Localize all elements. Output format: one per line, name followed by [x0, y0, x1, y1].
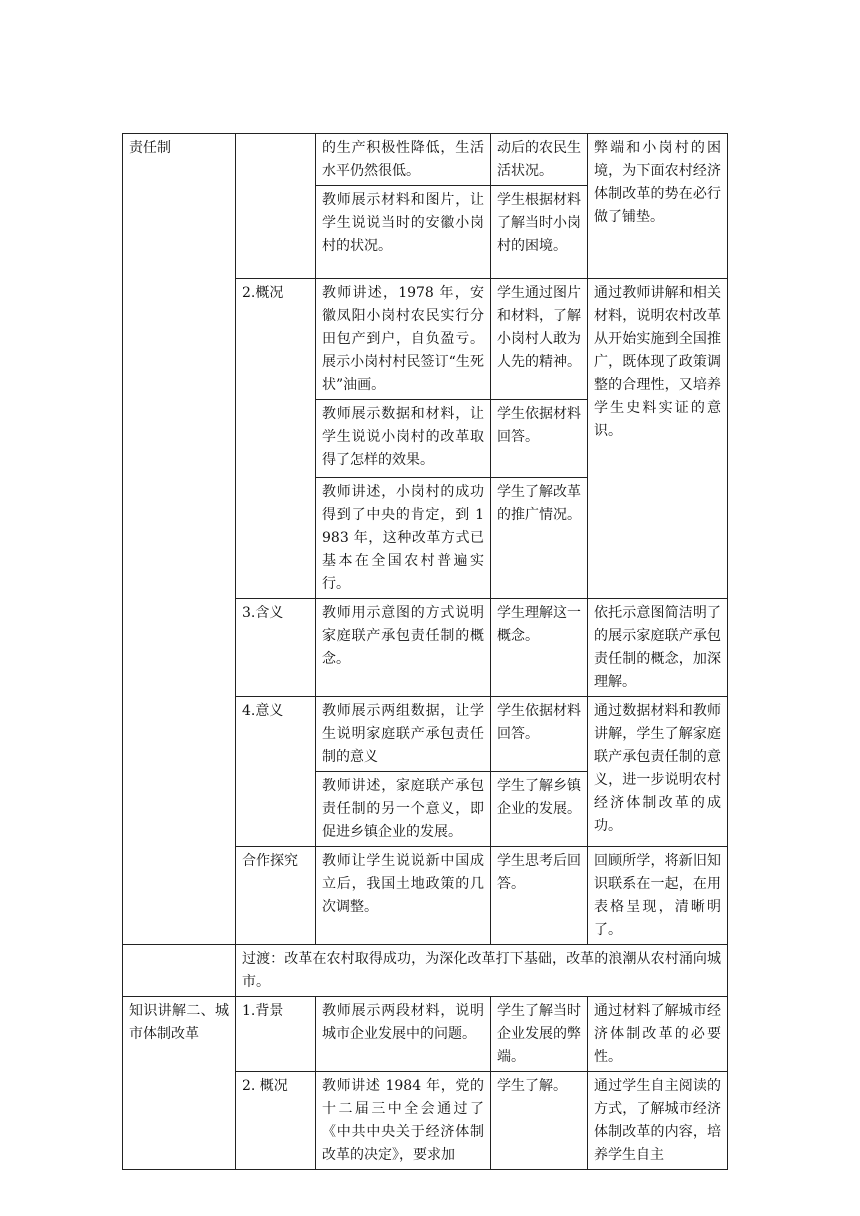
- activity-cell: 教师展示两段材料，说明城市企业发展中的问题。: [316, 997, 491, 1072]
- activity-cell: 教师讲述，1978 年，安徽凤阳小岗村农民实行分田包产到户，自负盈亏。展示小岗村村民签订“生死状”油画。: [316, 279, 491, 400]
- step-cell: 3.含义: [236, 599, 316, 697]
- activity-cell: 教师展示两组数据，让学生说明家庭联产承包责任制的意义: [316, 697, 491, 772]
- activity-cell: 教师讲述，家庭联产承包责任制的另一个意义，即促进乡镇企业的发展。: [316, 772, 491, 847]
- student-cell: 学生依据材料回答。: [491, 697, 588, 772]
- step-cell: 1.背景: [236, 997, 316, 1072]
- student-cell: 学生了解乡镇企业的发展。: [491, 772, 588, 847]
- step-cell: 2.概况: [236, 279, 316, 599]
- activity-cell: 教师讲述 1984 年，党的十二届三中全会通过了《中共中央关于经济体制改革的决定》，要求加: [316, 1072, 491, 1170]
- student-cell: 学生理解这一概念。: [491, 599, 588, 697]
- activity-cell: 教师展示数据和材料，让学生说说小岗村的改革取得了怎样的效果。: [316, 400, 491, 478]
- student-cell: 学生根据材料了解当时小岗村的困境。: [491, 186, 588, 279]
- table-row: [123, 134, 728, 186]
- student-cell: 学生了解。: [491, 1072, 588, 1170]
- student-cell: 学生了解改革的推广情况。: [491, 478, 588, 599]
- lesson-plan-table: [122, 133, 728, 1170]
- student-cell: 学生通过图片和材料，了解小岗村人敢为人先的精神。: [491, 279, 588, 400]
- student-cell: 动后的农民生活状况。: [491, 134, 588, 186]
- table-row: [123, 997, 728, 1072]
- student-cell: 学生思考后回答。: [491, 847, 588, 945]
- section-cell: 责任制: [123, 134, 236, 945]
- step-cell: 2. 概况: [236, 1072, 316, 1170]
- activity-cell: 的生产积极性降低，生活水平仍然很低。: [316, 134, 491, 186]
- step-cell: 4.意义: [236, 697, 316, 847]
- intent-cell: 依托示意图简洁明了的展示家庭联产承包责任制的概念，加深理解。: [588, 599, 728, 697]
- section-cell: 知识讲解二、城市体制改革: [123, 997, 236, 1170]
- intent-cell: 通过材料了解城市经济体制改革的必要性。: [588, 997, 728, 1072]
- student-cell: 学生了解当时企业发展的弊端。: [491, 997, 588, 1072]
- activity-cell: 教师让学生说说新中国成立后，我国土地政策的几次调整。: [316, 847, 491, 945]
- intent-cell: 通过教师讲解和相关材料，说明农村改革从开始实施到全国推广，既体现了政策调整的合理性，又培养学生史料实证的意识。: [588, 279, 728, 599]
- intent-cell: 通过学生自主阅读的方式，了解城市经济体制改革的内容，培养学生自主: [588, 1072, 728, 1170]
- activity-cell: 教师讲述，小岗村的成功得到了中央的肯定，到 1983 年，这种改革方式已基本在全国农村普遍实行。: [316, 478, 491, 599]
- step-cell: [236, 134, 316, 279]
- activity-cell: 教师展示材料和图片，让学生说说当时的安徽小岗村的状况。: [316, 186, 491, 279]
- intent-cell: 弊端和小岗村的困境，为下面农村经济体制改革的势在必行做了铺垫。: [588, 134, 728, 279]
- section-cell: [123, 945, 236, 997]
- student-cell: 学生依据材料回答。: [491, 400, 588, 478]
- step-cell: 合作探究: [236, 847, 316, 945]
- transition-cell: 过渡：改革在农村取得成功，为深化改革打下基础，改革的浪潮从农村涌向城市。: [236, 945, 728, 997]
- table-row: [123, 945, 728, 997]
- intent-cell: 回顾所学，将新旧知识联系在一起，在用表格呈现，清晰明了。: [588, 847, 728, 945]
- intent-cell: 通过数据材料和教师讲解，学生了解家庭联产承包责任制的意义，进一步说明农村经济体制改革的成功。: [588, 697, 728, 847]
- activity-cell: 教师用示意图的方式说明家庭联产承包责任制的概念。: [316, 599, 491, 697]
